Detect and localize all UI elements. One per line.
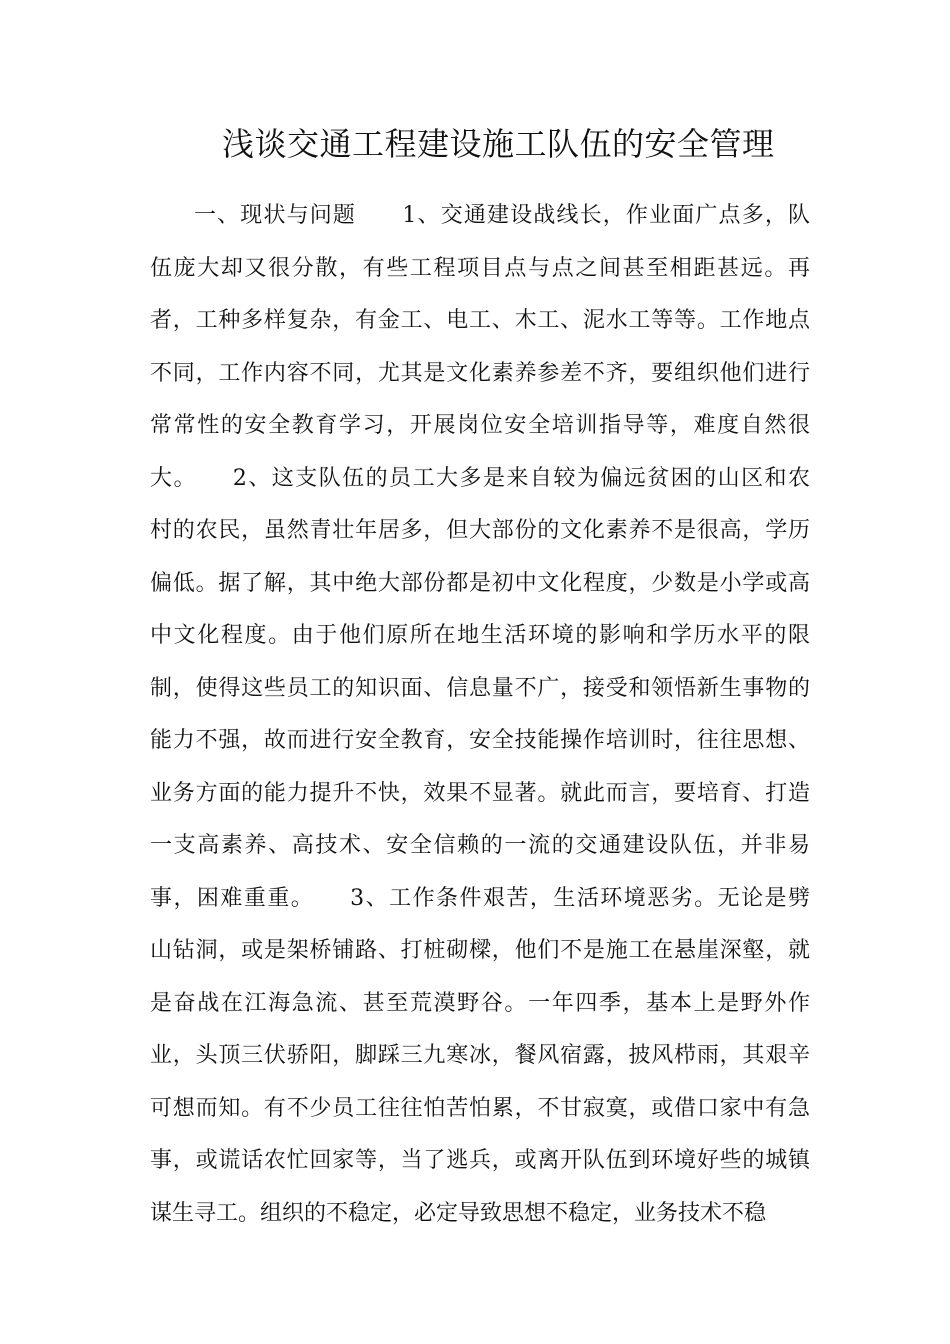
body-line: 村的农民，虽然青壮年居多，但大部份的文化素养不是很高，学历 — [150, 518, 810, 543]
body-line: 山钻洞，或是架桥铺路、打桩砌樑，他们不是施工在悬崖深壑，就 — [150, 938, 810, 963]
body-line: 不同，工作内容不同，尤其是文化素养参差不齐，要组织他们进行 — [150, 360, 810, 386]
body-line: 业，头顶三伏骄阳，脚踩三九寒冰，餐风宿露，披风栉雨，其艰辛 — [150, 1043, 810, 1068]
document-title: 浅谈交通工程建设施工队伍的安全管理 — [222, 125, 775, 163]
body-line: 业务方面的能力提升不快，效果不显著。就此而言，要培育、打造 — [150, 780, 810, 806]
body-line: 是奋战在江海急流、甚至荒漠野谷。一年四季，基本上是野外作 — [150, 990, 810, 1016]
body-line: 谋生寻工。组织的不稳定，必定导致思想不稳定，业务技术不稳 — [150, 1200, 767, 1226]
body-line: 事，或谎话农忙回家等，当了逃兵，或离开队伍到环境好些的城镇 — [150, 1148, 810, 1173]
body-line: 偏低。据了解，其中绝大部份都是初中文化程度，少数是小学或高 — [150, 570, 810, 596]
body-line: 者，工种多样复杂，有金工、电工、木工、泥水工等等。工作地点 — [150, 308, 810, 333]
body-line: 制，使得这些员工的知识面、信息量不广，接受和领悟新生事物的 — [150, 675, 810, 701]
body-line: 大。 2、这支队伍的员工大多是来自较为偏远贫困的山区和农 — [150, 465, 810, 491]
body-line: 中文化程度。由于他们原所在地生活环境的影响和学历水平的限 — [150, 623, 810, 648]
document-body — [150, 196, 810, 1246]
body-line: 可想而知。有不少员工往往怕苦怕累，不甘寂寞，或借口家中有急 — [150, 1095, 810, 1121]
body-line: 事，困难重重。 3、工作条件艰苦，生活环境恶劣。无论是劈 — [150, 885, 810, 911]
body-line: 一、现状与问题 1、交通建设战线长，作业面广点多，队 — [194, 203, 810, 228]
body-line: 一支高素养、高技术、安全信赖的一流的交通建设队伍，并非易 — [150, 833, 810, 858]
body-line: 伍庞大却又很分散，有些工程项目点与点之间甚至相距甚远。再 — [150, 255, 810, 281]
body-line: 能力不强，故而进行安全教育，安全技能操作培训时，往往思想、 — [150, 728, 810, 753]
body-line: 常常性的安全教育学习，开展岗位安全培训指导等，难度自然很 — [150, 413, 810, 438]
